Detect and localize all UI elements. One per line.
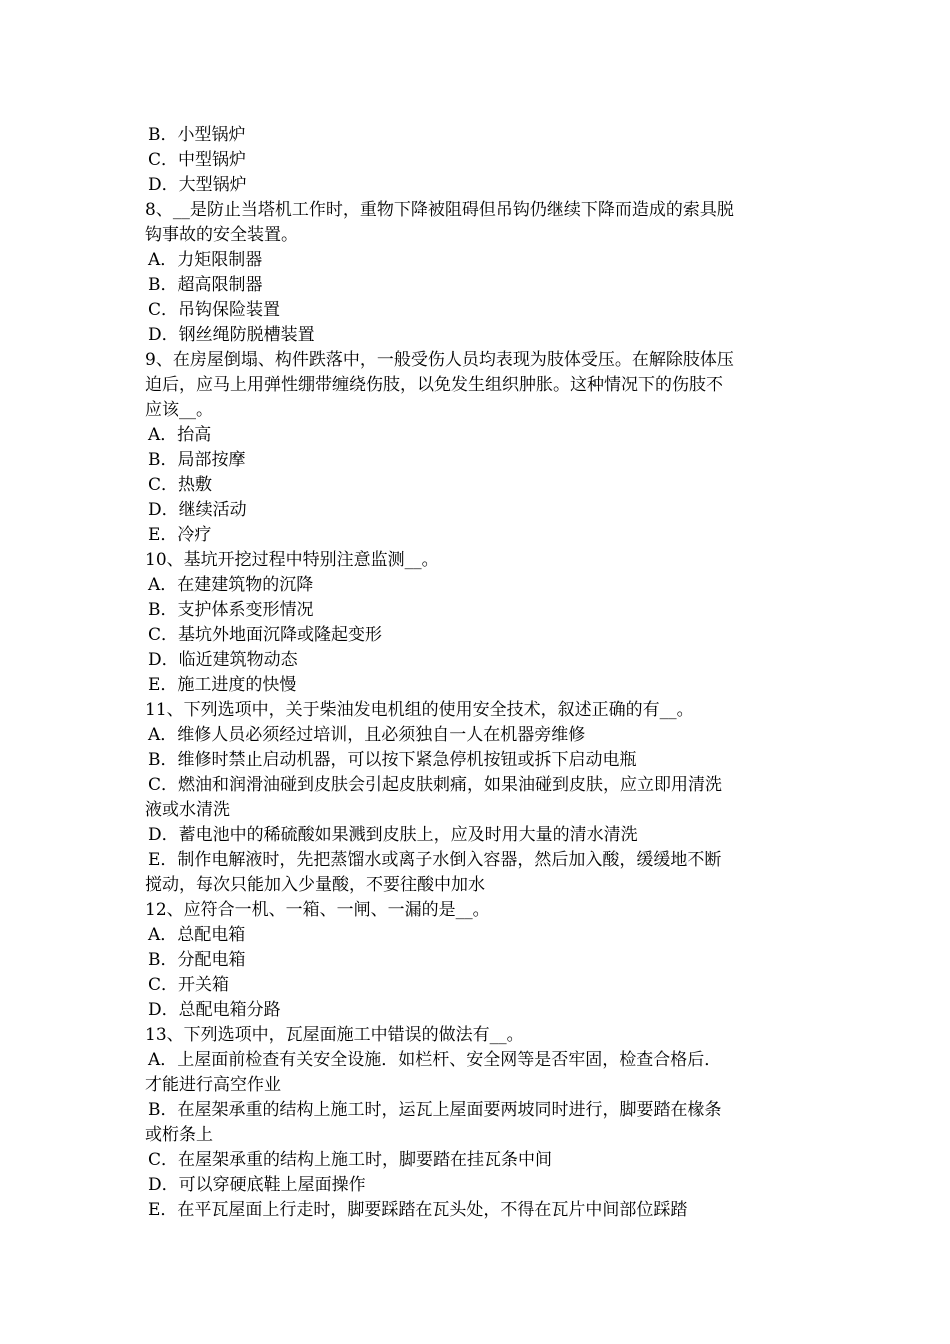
question-text-line: 才能进行高空作业	[145, 1075, 281, 1095]
answer-option-line: D．总配电箱分路	[148, 1000, 281, 1020]
answer-option-line: E．制作电解液时，先把蒸馏水或离子水倒入容器，然后加入酸，缓缓地不断	[148, 850, 722, 870]
document-body	[145, 123, 810, 1223]
answer-option-line: C．基坑外地面沉降或隆起变形	[148, 625, 383, 645]
question-text-line: 搅动，每次只能加入少量酸，不要往酸中加水	[145, 875, 485, 895]
question-text-line: 应该__。	[145, 400, 213, 420]
question-text-line: 13、下列选项中，瓦屋面施工中错误的做法有__。	[145, 1025, 524, 1045]
answer-option-line: C．在屋架承重的结构上施工时，脚要踏在挂瓦条中间	[148, 1150, 553, 1170]
answer-option-line: D．可以穿硬底鞋上屋面操作	[148, 1175, 366, 1195]
answer-option-line: A．力矩限制器	[148, 250, 263, 270]
question-text-line: 10、基坑开挖过程中特别注意监测__。	[145, 550, 439, 570]
answer-option-line: E．冷疗	[148, 525, 212, 545]
question-text-line: 11、下列选项中，关于柴油发电机组的使用安全技术，叙述正确的有__。	[145, 700, 694, 720]
question-text-line: 迫后，应马上用弹性绷带缠绕伤肢，以免发生组织肿胀。这种情况下的伤肢不	[145, 375, 723, 395]
answer-option-line: D．临近建筑物动态	[148, 650, 298, 670]
answer-option-line: D．钢丝绳防脱槽装置	[148, 325, 315, 345]
answer-option-line: B．支护体系变形情况	[148, 600, 314, 620]
answer-option-line: B．维修时禁止启动机器，可以按下紧急停机按钮或拆下启动电瓶	[148, 750, 637, 770]
answer-option-line: A．上屋面前检查有关安全设施．如栏杆、安全网等是否牢固，检查合格后．	[148, 1050, 722, 1070]
answer-option-line: D．蓄电池中的稀硫酸如果溅到皮肤上，应及时用大量的清水清洗	[148, 825, 638, 845]
question-text-line: 或桁条上	[145, 1125, 213, 1145]
answer-option-line: B．超高限制器	[148, 275, 263, 295]
question-text-line: 钩事故的安全装置。	[145, 225, 298, 245]
answer-option-line: C．燃油和润滑油碰到皮肤会引起皮肤刺痛，如果油碰到皮肤，应立即用清洗	[148, 775, 723, 795]
answer-option-line: A．总配电箱	[148, 925, 246, 945]
answer-option-line: C．吊钩保险装置	[148, 300, 281, 320]
question-text-line: 12、应符合一机、一箱、一闸、一漏的是__。	[145, 900, 490, 920]
answer-option-line: A．抬高	[148, 425, 212, 445]
answer-option-line: A．维修人员必须经过培训，且必须独自一人在机器旁维修	[148, 725, 586, 745]
answer-option-line: D．大型锅炉	[148, 175, 247, 195]
answer-option-line: B．分配电箱	[148, 950, 246, 970]
answer-option-line: E．在平瓦屋面上行走时，脚要踩踏在瓦头处，不得在瓦片中间部位踩踏	[148, 1200, 688, 1220]
answer-option-line: B．在屋架承重的结构上施工时，运瓦上屋面要两坡同时进行，脚要踏在椽条	[148, 1100, 722, 1120]
answer-option-line: C．中型锅炉	[148, 150, 247, 170]
answer-option-line: D．继续活动	[148, 500, 247, 520]
answer-option-line: E．施工进度的快慢	[148, 675, 297, 695]
answer-option-line: B．小型锅炉	[148, 125, 246, 145]
answer-option-line: C．热敷	[148, 475, 213, 495]
question-text-line: 9、在房屋倒塌、构件跌落中，一般受伤人员均表现为肢体受压。在解除肢体压	[145, 350, 734, 370]
answer-option-line: C．开关箱	[148, 975, 230, 995]
question-text-line: 8、__是防止当塔机工作时，重物下降被阻碍但吊钩仍继续下降而造成的索具脱	[145, 200, 734, 220]
question-text-line: 液或水清洗	[145, 800, 230, 820]
answer-option-line: A．在建建筑物的沉降	[148, 575, 314, 595]
answer-option-line: B．局部按摩	[148, 450, 246, 470]
